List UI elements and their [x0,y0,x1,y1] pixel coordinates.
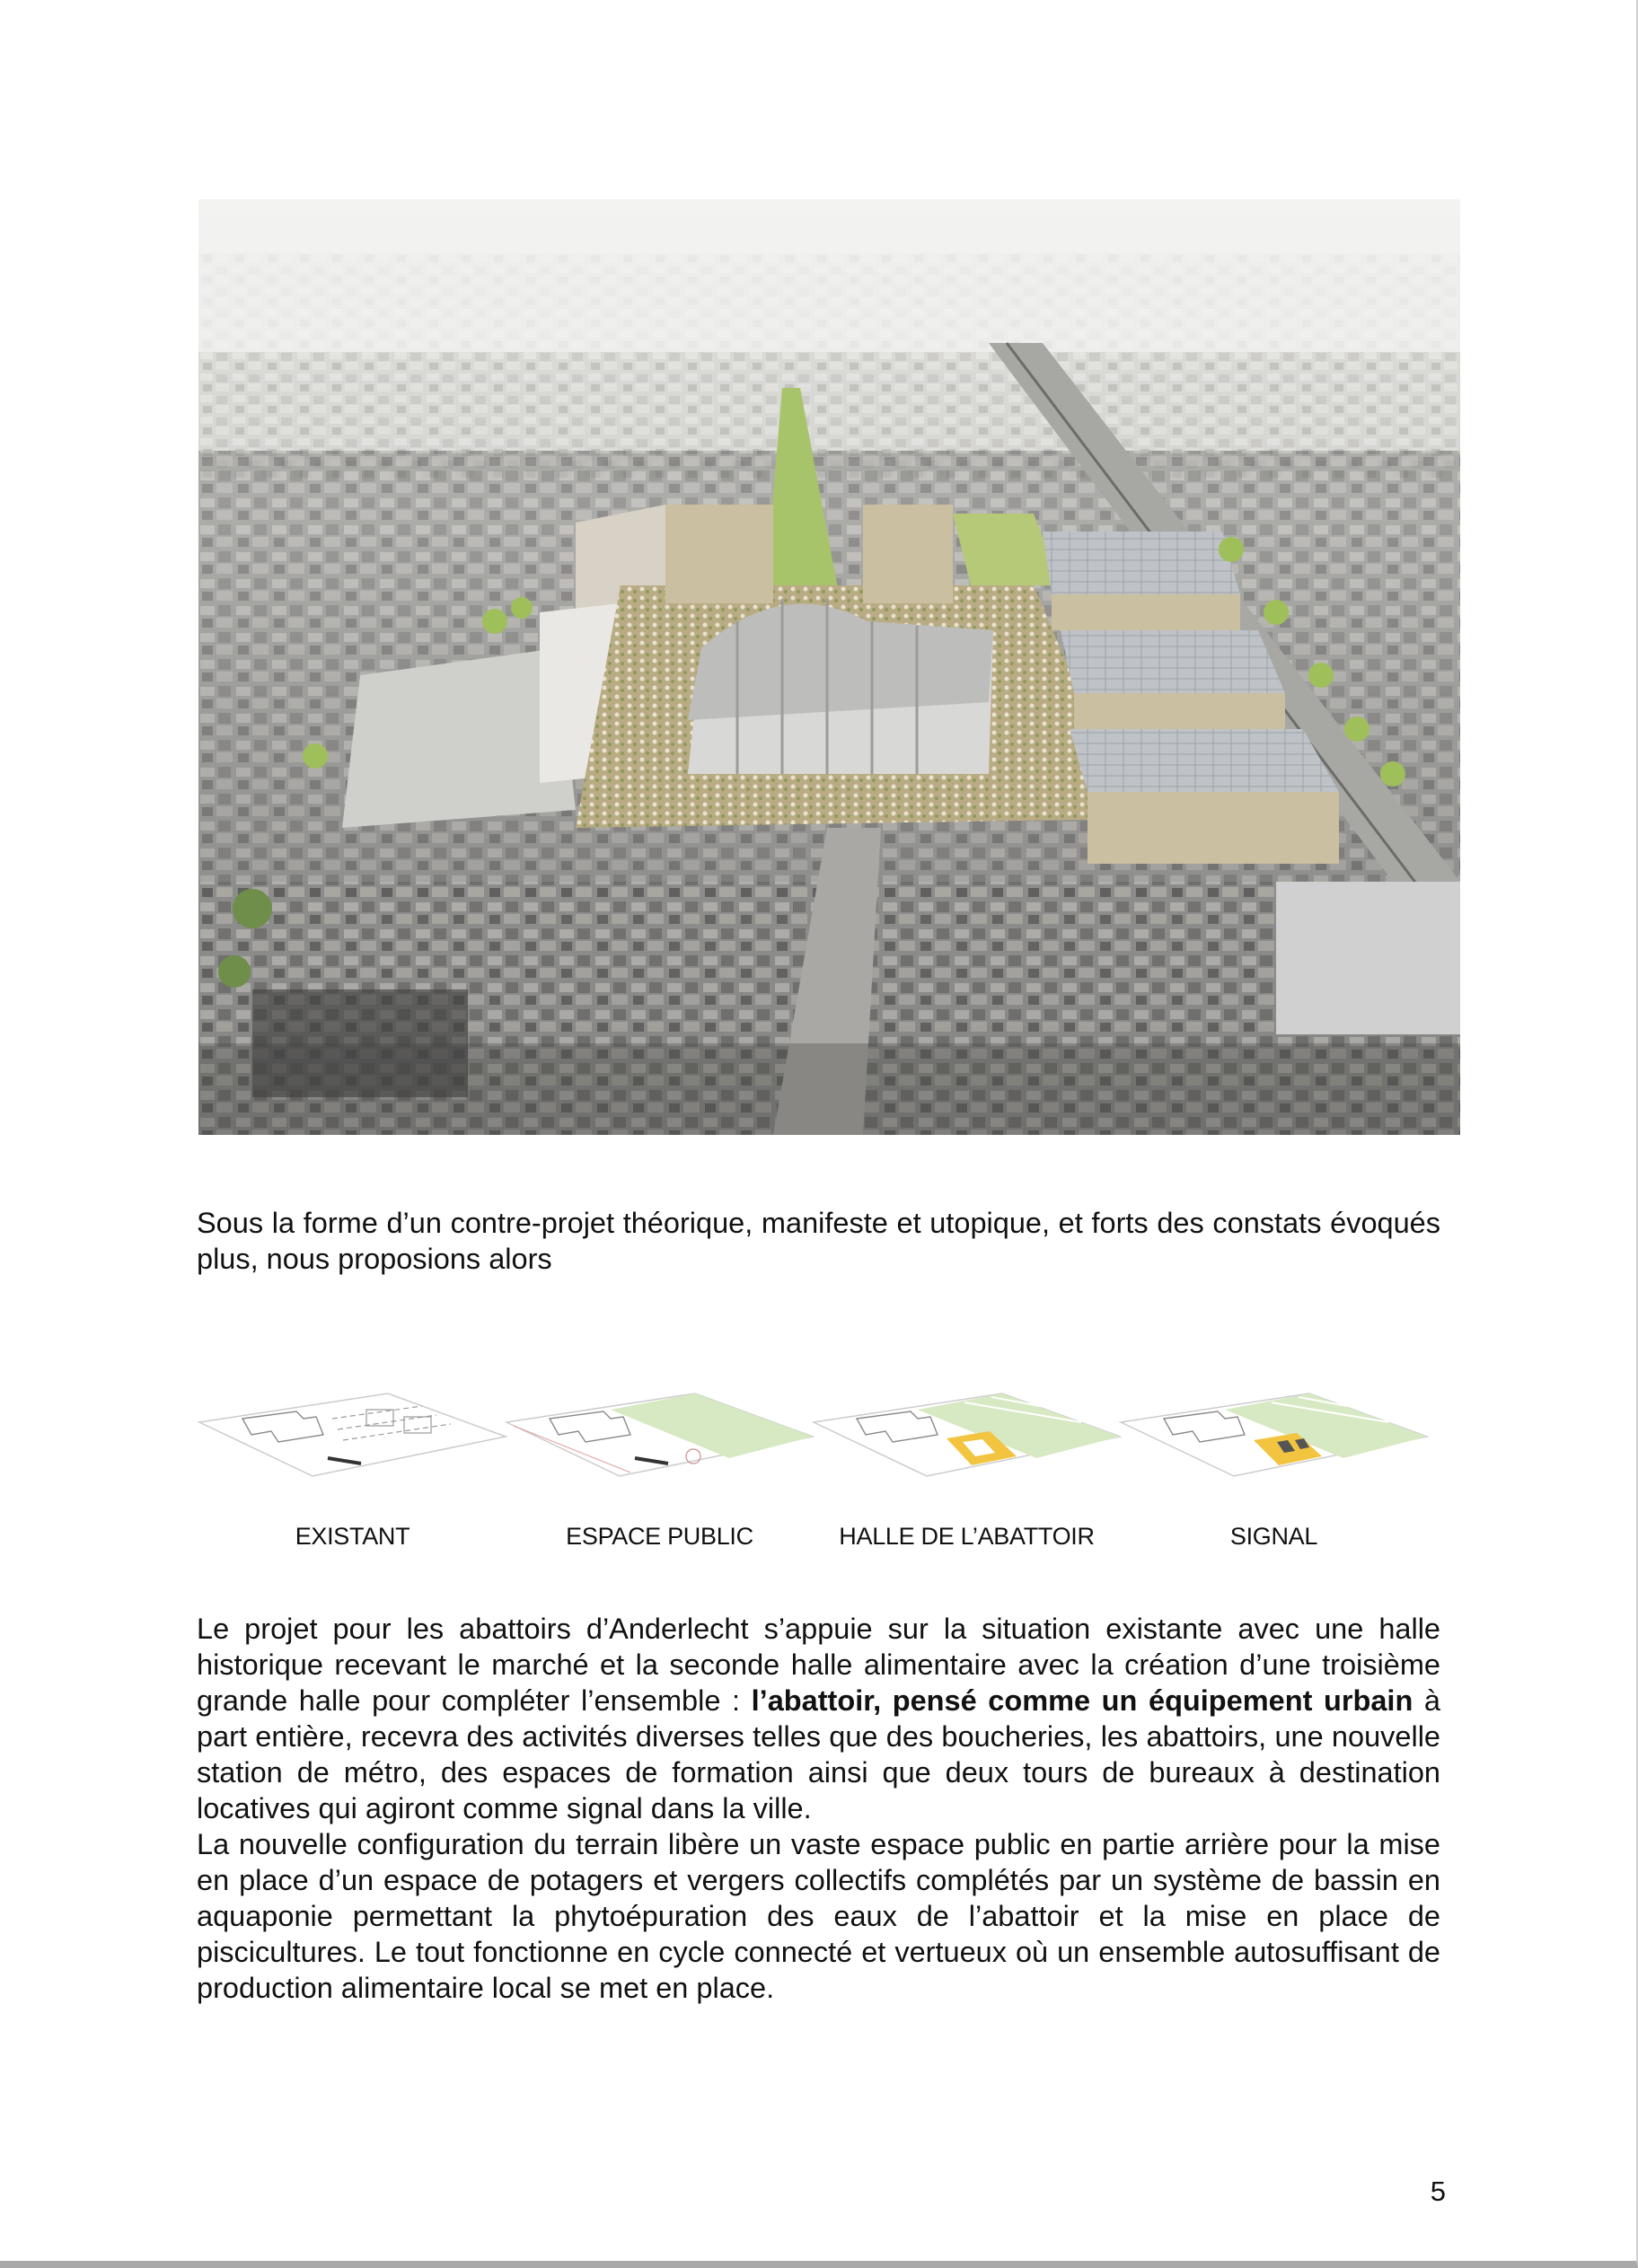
diagram-signal [1119,1383,1429,1486]
body-paragraph-1-end: à part entière, recevra des activités diverses telles que des boucheries, les abattoirs, une nouvelle station de métro, des espaces de formation ainsi que deux tours de bureaux à destination locatives qui agiront comme signal dans la ville. [197,1684,1440,1824]
intro-paragraph: Sous la forme d’un contre-projet théorique, manifeste et utopique, et forts des constats évoqués plus, nous proposions alors [197,1207,1440,1275]
diagram-label-espace-public: ESPACE PUBLIC [566,1523,753,1550]
body-paragraph-1-emphasis: l’abattoir, pensé comme un équipement urbain [751,1684,1413,1717]
body-paragraph-2: La nouvelle configuration du terrain libère un vaste espace public en partie arrière pour la mise en place d’un espace de potagers et vergers collectifs complétés par un système de bassin en aquaponie permettant la phytoépuration des eaux de l’abattoir et la mise en place de piscicultures. Le tout fonctionne en cycle connecté et vertueux où un ensemble autosuffisant de production alimentaire local se met en place. [197,1828,1440,2004]
diagram-espace-public [505,1383,815,1486]
body-text [197,1611,1440,2006]
diagram-label-signal: SIGNAL [1229,1523,1318,1550]
diagram-label-existant: EXISTANT [295,1523,410,1550]
body-paragraph-1 [197,1611,1440,1826]
body-paragraph-1-start: Le projet pour les abattoirs d’Anderlecht s’appuie sur la situation existante avec une halle historique recevant le marché et la seconde halle alimentaire avec la création d’une troisième grande halle pour compléter l’ensemble : [197,1613,1440,1717]
diagram-label-halle-abattoir: HALLE DE L’ABATTOIR [839,1523,1095,1550]
page-number: 5 [1430,2176,1446,2207]
diagram-existant [198,1383,507,1486]
diagram-halle-abattoir [812,1383,1122,1486]
aerial-city-render-image [198,199,1460,1135]
diagram-row [198,1383,1446,1562]
